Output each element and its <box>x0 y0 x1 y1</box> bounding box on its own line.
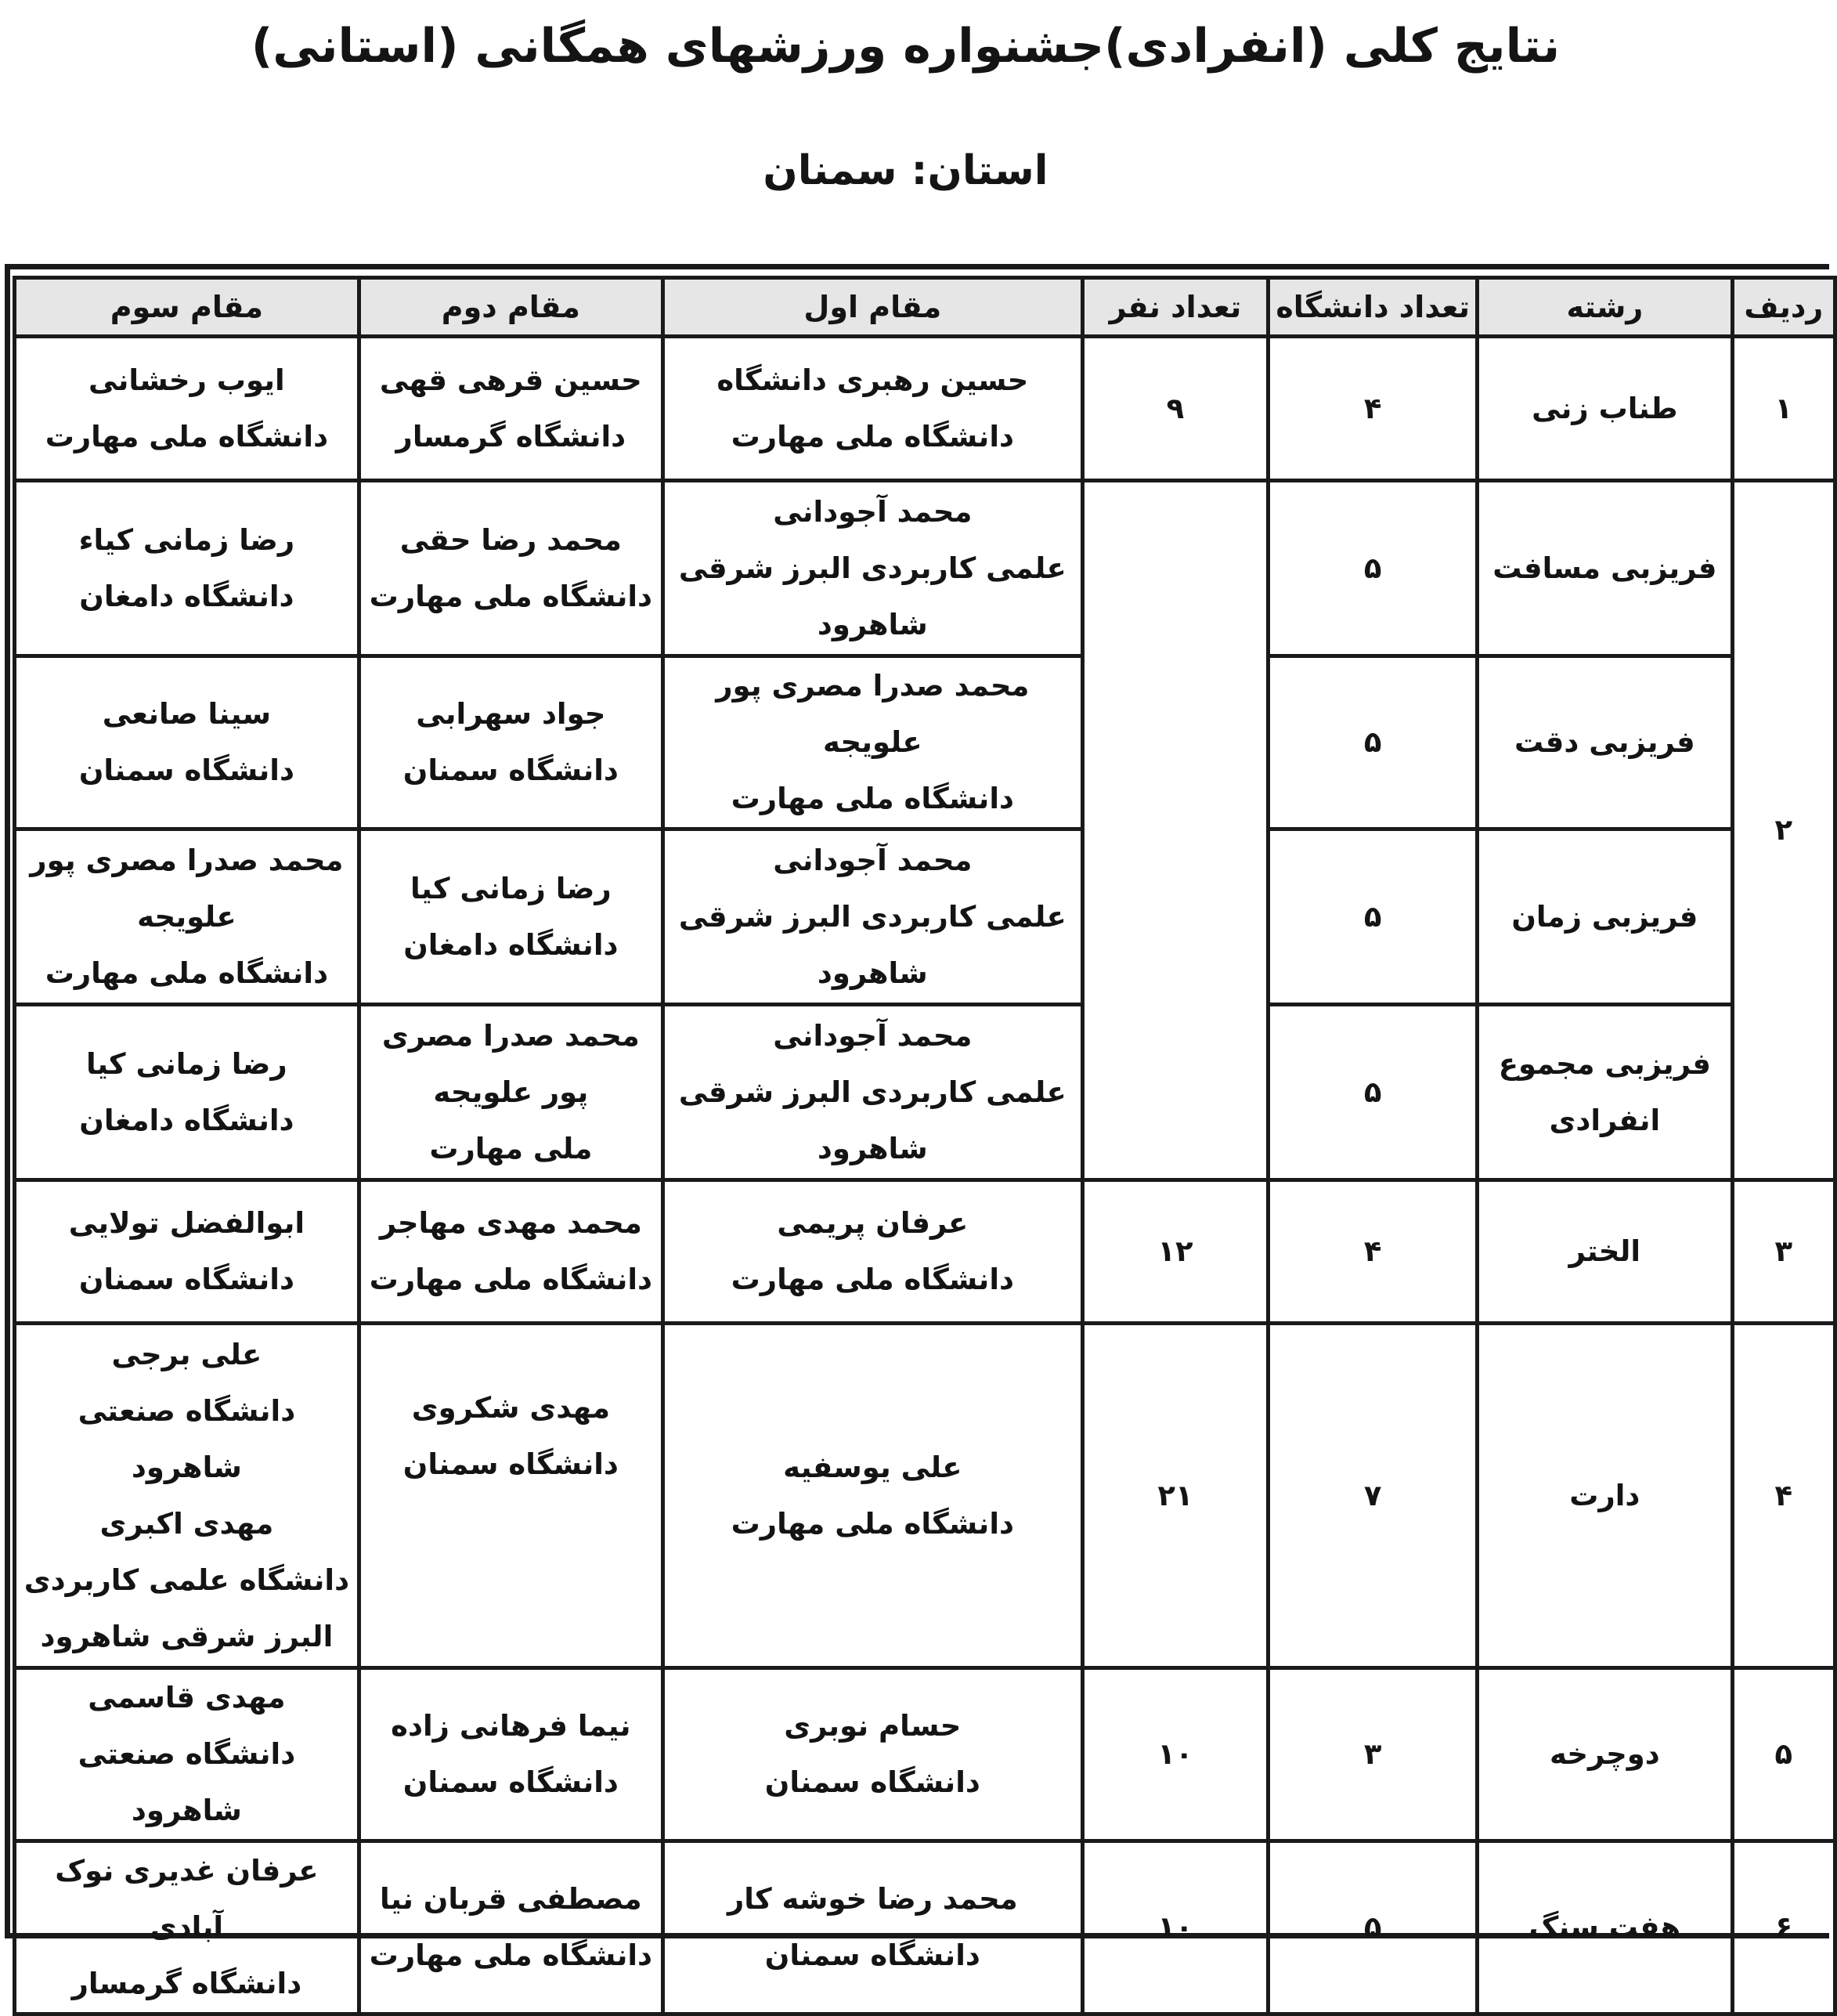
third-place <box>15 1668 359 1841</box>
winner-line: علی برجی <box>111 1337 262 1371</box>
first-place <box>662 1005 1082 1180</box>
winner-line: علمی کاربردی البرز شرقی <box>678 1075 1066 1109</box>
participant-count: ۹ <box>1082 337 1269 481</box>
university-count: ۵ <box>1269 656 1478 829</box>
third-place <box>15 1180 359 1324</box>
sport-name <box>1478 829 1733 1005</box>
second-place <box>359 481 662 656</box>
sport-name <box>1478 1180 1733 1324</box>
winner-line: محمد صدرا مصری پور علویجه <box>716 669 1030 759</box>
header-row <box>15 278 1835 337</box>
winner-line: دانشگاه ملی مهارت <box>369 1938 653 1972</box>
table-row <box>15 1324 1835 1668</box>
header-maqam-dovom: مقام دوم <box>359 278 662 337</box>
winner-line: دانشگاه صنعتی شاهرود <box>78 1737 296 1827</box>
third-place <box>15 829 359 1005</box>
third-place <box>15 1841 359 2014</box>
winner-line: محمد رضا حقی <box>399 522 622 557</box>
first-place <box>662 481 1082 656</box>
header-maqam-sevom: مقام سوم <box>15 278 359 337</box>
participant-count: ۲۱ <box>1082 1324 1269 1668</box>
header-reshte: رشته <box>1478 278 1733 337</box>
table-row <box>15 1180 1835 1324</box>
winner-line: علویجه <box>137 899 236 934</box>
winner-line: محمد صدرا مصری <box>381 1018 640 1053</box>
third-place <box>15 1324 359 1668</box>
header-radif: ردیف <box>1732 278 1835 337</box>
third-place <box>15 1005 359 1180</box>
winner-line: محمد آجودانی <box>773 1018 973 1053</box>
winner-line: دانشگاه ملی مهارت <box>731 1263 1014 1296</box>
sport-name <box>1478 1005 1733 1180</box>
winner-line: دانشگاه گرمسار <box>71 1967 302 2000</box>
sport-line: انفرادی <box>1549 1103 1661 1137</box>
university-count: ۳ <box>1269 1668 1478 1841</box>
first-place <box>662 337 1082 481</box>
winner-line: دانشگاه دامغان <box>79 579 294 613</box>
winner-line: محمد آجودانی <box>773 843 973 877</box>
winner-line: رضا زمانی کیا <box>410 871 612 905</box>
second-place <box>359 1180 662 1324</box>
winner-line: دانشگاه دامغان <box>79 1103 294 1137</box>
header-tedad-nafar: تعداد نفر <box>1082 278 1269 337</box>
header-tedad-daneshgah: تعداد دانشگاه <box>1269 278 1478 337</box>
winner-line: نیما فرهانی زاده <box>391 1709 631 1743</box>
sport-line: دوچرخه <box>1549 1737 1660 1771</box>
sport-line: فریزبی دقت <box>1514 725 1695 759</box>
table-row <box>15 656 1835 829</box>
winner-line: محمد مهدی مهاجر <box>379 1206 642 1240</box>
second-place <box>359 1668 662 1841</box>
first-place <box>662 1180 1082 1324</box>
first-place <box>662 829 1082 1005</box>
winner-line: پور علویجه <box>433 1075 589 1109</box>
winner-line: دانشگاه دامغان <box>403 927 619 962</box>
winner-line: دانشگاه ملی مهارت <box>45 956 329 990</box>
second-place <box>359 829 662 1005</box>
winner-line: دانشگاه گرمسار <box>395 419 626 453</box>
sport-line: فریزبی زمان <box>1511 899 1698 934</box>
winner-line: دانشگاه سمنان <box>402 753 619 787</box>
university-count: ۷ <box>1269 1324 1478 1668</box>
winner-line: ملی مهارت <box>429 1131 593 1165</box>
winner-line: دانشگاه ملی مهارت <box>731 782 1014 815</box>
winner-line: دانشگاه صنعتی شاهرود <box>78 1393 296 1484</box>
sport-name <box>1478 1324 1733 1668</box>
third-place <box>15 656 359 829</box>
winner-line: دانشگاه ملی مهارت <box>45 419 329 453</box>
winner-line: مصطفی قربان نیا <box>379 1882 642 1916</box>
row-number: ۶ <box>1732 1841 1835 2014</box>
first-place <box>662 656 1082 829</box>
winner-line: حسام نوبری <box>784 1709 962 1743</box>
sport-line: فریزبی مجموع <box>1498 1046 1711 1081</box>
winner-line: البرز شرقی شاهرود <box>40 1619 334 1653</box>
participant-count: ۱۰ <box>1082 1841 1269 2014</box>
row-number: ۱ <box>1732 337 1835 481</box>
sport-name <box>1478 656 1733 829</box>
second-place <box>359 337 662 481</box>
page-title: نتایج کلی (انفرادی)جشنواره ورزشهای همگانی (استانی) <box>251 19 1561 74</box>
sport-line: الختر <box>1568 1234 1641 1268</box>
first-place <box>662 1324 1082 1668</box>
winner-line: دانشگاه سمنان <box>764 1765 980 1799</box>
winner-line: حسین قرهی قهی <box>379 363 642 397</box>
sport-line: فریزبی مسافت <box>1492 551 1717 585</box>
winner-line: دانشگاه سمنان <box>402 1447 619 1481</box>
university-count: ۴ <box>1269 1180 1478 1324</box>
sport-name <box>1478 337 1733 481</box>
row-number: ۵ <box>1732 1668 1835 1841</box>
winner-line: دانشگاه سمنان <box>78 753 294 787</box>
winner-line: ایوب رخشانی <box>88 363 285 397</box>
third-place <box>15 481 359 656</box>
second-place <box>359 1005 662 1180</box>
university-count: ۵ <box>1269 1841 1478 2014</box>
sport-name <box>1478 481 1733 656</box>
second-place <box>359 1841 662 2014</box>
table-row <box>15 481 1835 656</box>
winner-line: دانشگاه علمی کاربردی <box>23 1563 350 1597</box>
sport-line: دارت <box>1569 1478 1640 1512</box>
row-number: ۴ <box>1732 1324 1835 1668</box>
winner-line: ابوالفضل تولایی <box>68 1206 305 1240</box>
winner-line: دانشگاه سمنان <box>764 1938 980 1972</box>
table-row <box>15 1841 1835 2014</box>
table-row <box>15 1005 1835 1180</box>
province-subtitle: استان: سمنان <box>763 147 1048 194</box>
winner-line: دانشگاه ملی مهارت <box>369 579 653 613</box>
table-row <box>15 337 1835 481</box>
winner-line: شاهرود <box>817 607 928 641</box>
sport-name <box>1478 1668 1733 1841</box>
results-table <box>13 276 1837 2016</box>
winner-line: رضا زمانی کیا <box>86 1046 287 1081</box>
winner-line: علمی کاربردی البرز شرقی <box>678 899 1066 934</box>
winner-line: مهدی قاسمی <box>88 1681 286 1714</box>
participant-count <box>1082 481 1269 1180</box>
header-maqam-aval: مقام اول <box>662 278 1082 337</box>
sport-name <box>1478 1841 1733 2014</box>
winner-line: شاهرود <box>817 1131 928 1165</box>
winner-line: شاهرود <box>817 956 928 990</box>
winner-line: مهدی شکروی <box>411 1391 611 1425</box>
sport-line: طناب زنی <box>1532 391 1678 425</box>
winner-line: مهدی اکبری <box>99 1506 274 1541</box>
winner-line: دانشگاه سمنان <box>402 1765 619 1799</box>
winner-line: عرفان غدیری نوک آبادی <box>55 1854 319 1944</box>
winner-line: عرفان پریمی <box>777 1206 969 1240</box>
participant-count: ۱۰ <box>1082 1668 1269 1841</box>
university-count: ۵ <box>1269 481 1478 656</box>
winner-line: دانشگاه ملی مهارت <box>731 419 1014 453</box>
second-place <box>359 656 662 829</box>
winner-line: رضا زمانی کیاء <box>78 522 295 557</box>
university-count: ۴ <box>1269 337 1478 481</box>
winner-line: دانشگاه ملی مهارت <box>369 1263 653 1296</box>
winner-line: محمد صدرا مصری پور <box>30 843 344 877</box>
row-number: ۳ <box>1732 1180 1835 1324</box>
winner-line: سینا صانعی <box>102 697 271 731</box>
winner-line: محمد رضا خوشه کار <box>727 1882 1018 1916</box>
row-number: ۲ <box>1732 481 1835 1180</box>
winner-line: جواد سهرابی <box>416 697 606 731</box>
university-count: ۵ <box>1269 829 1478 1005</box>
winner-line: دانشگاه ملی مهارت <box>731 1506 1014 1541</box>
table-row <box>15 1668 1835 1841</box>
winner-line: علی یوسفیه <box>783 1450 962 1484</box>
winner-line: علمی کاربردی البرز شرقی <box>678 551 1066 585</box>
university-count: ۵ <box>1269 1005 1478 1180</box>
second-place <box>359 1324 662 1668</box>
table-row <box>15 829 1835 1005</box>
winner-line: دانشگاه سمنان <box>78 1263 294 1296</box>
winner-line: محمد آجودانی <box>773 494 973 529</box>
first-place <box>662 1841 1082 2014</box>
first-place <box>662 1668 1082 1841</box>
winner-line: حسین رهبری دانشگاه <box>716 363 1029 397</box>
third-place <box>15 337 359 481</box>
sport-line: هفت سنگ <box>1528 1910 1681 1944</box>
participant-count: ۱۲ <box>1082 1180 1269 1324</box>
